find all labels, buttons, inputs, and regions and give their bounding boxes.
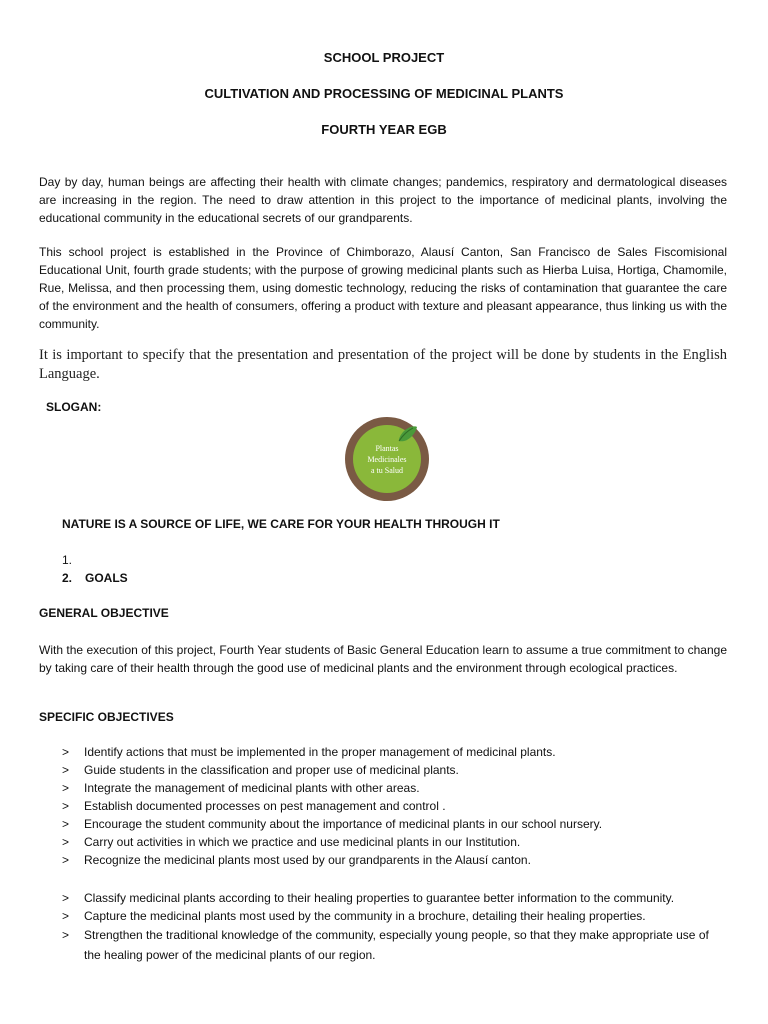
list-item-text: Carry out activities in which we practice and use medicinal plants in our Institution.: [84, 835, 521, 849]
general-objective-heading: GENERAL OBJECTIVE: [39, 606, 169, 620]
numbered-item-number: 2.: [62, 571, 73, 585]
general-objective-text: With the execution of this project, Fourth Year students of Basic General Education learn to assume a true commitment to change by taking care of their health through the good use of medicinal plants and the environment through ecological practices.: [39, 643, 727, 675]
bullet-marker: >: [62, 799, 70, 813]
header-project-title: CULTIVATION AND PROCESSING OF MEDICINAL PLANTS: [204, 86, 564, 101]
bullet-marker: >: [62, 781, 70, 795]
list-item-text: Integrate the management of medicinal plants with other areas.: [84, 781, 420, 795]
specific-objectives-list-1: [62, 743, 602, 869]
logo-text-line2: Medicinales: [367, 455, 407, 464]
bullet-marker: >: [62, 835, 70, 849]
logo-graphic: [341, 413, 437, 503]
numbered-item: [62, 551, 128, 569]
header-grade: FOURTH YEAR EGB: [321, 122, 447, 137]
list-item: [62, 833, 602, 851]
specific-objectives-heading: SPECIFIC OBJECTIVES: [39, 710, 174, 724]
list-item: [62, 761, 602, 779]
list-item-text: Recognize the medicinal plants most used by our grandparents in the Alausí canton.: [84, 853, 531, 867]
list-item: [62, 889, 728, 907]
list-item: [62, 907, 728, 925]
list-item-text: Guide students in the classification and proper use of medicinal plants.: [84, 763, 459, 777]
list-item-text: Identify actions that must be implemented in the proper management of medicinal plants.: [84, 745, 556, 759]
intro-paragraph-3: It is important to specify that the presentation and presentation of the project will be done by students in the English Language.: [39, 347, 727, 382]
slogan-label: SLOGAN:: [46, 400, 102, 414]
list-item: [62, 779, 602, 797]
bullet-marker: >: [62, 928, 70, 942]
list-item-text: Classify medicinal plants according to their healing properties to guarantee better information to the community.: [84, 891, 675, 905]
specific-objectives-list-2: [62, 889, 728, 965]
logo-text-line1: Plantas: [375, 444, 399, 453]
bullet-marker: >: [62, 853, 70, 867]
list-item: [62, 925, 728, 965]
bullet-marker: >: [62, 817, 70, 831]
slogan-text: NATURE IS A SOURCE OF LIFE, WE CARE FOR YOUR HEALTH THROUGH IT: [62, 517, 500, 531]
list-item: [62, 743, 602, 761]
list-item-text: Encourage the student community about the importance of medicinal plants in our school nursery.: [84, 817, 603, 831]
bullet-marker: >: [62, 891, 70, 905]
list-item: [62, 851, 602, 869]
bullet-marker: >: [62, 909, 70, 923]
bullet-marker: >: [62, 745, 70, 759]
numbered-list: [62, 551, 128, 587]
bullet-marker: >: [62, 763, 70, 777]
plantas-medicinales-logo: [341, 413, 437, 503]
numbered-item: [62, 569, 128, 587]
logo-text-line3: a tu Salud: [371, 466, 403, 475]
list-item: [62, 815, 602, 833]
list-item-text: Strengthen the traditional knowledge of the community, especially young people, so that they make appropriate use of the healing power of the medicinal plants of our region.: [84, 928, 709, 962]
list-item-text: Establish documented processes on pest management and control .: [84, 799, 446, 813]
numbered-item-number: 1.: [62, 553, 73, 567]
list-item-text: Capture the medicinal plants most used by the community in a brochure, detailing their healing properties.: [84, 909, 646, 923]
numbered-item-text: GOALS: [85, 571, 128, 585]
intro-paragraph-1: Day by day, human beings are affecting their health with climate changes; pandemics, respiratory and dermatological diseases are increasing in the region. The need to draw attention in this project to the importance of medicinal plants, involving the educational community in the educational secrets of our grandparents.: [39, 175, 727, 225]
list-item: [62, 797, 602, 815]
header-school-project: SCHOOL PROJECT: [323, 50, 445, 65]
intro-paragraph-2: This school project is established in the Province of Chimborazo, Alausí Canton, San Francisco de Sales Fiscomisional Educational Unit, fourth grade students; with the purpose of growing medicinal plants such as Hierba Luisa, Hortiga, Chamomile, Rue, Melissa, and then processing them, using domestic technology, reducing the risks of contamination that guarantee the care of the environment and the health of consumers, offering a product with texture and pleasant appearance, thus linking us with the community.: [39, 245, 727, 331]
